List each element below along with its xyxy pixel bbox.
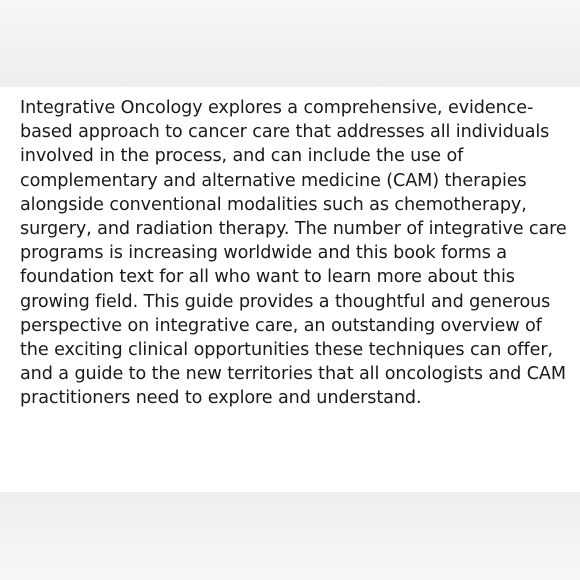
top-background-band bbox=[0, 0, 580, 87]
bottom-background-band bbox=[0, 492, 580, 580]
book-description-text: Integrative Oncology explores a comprehensive, evidence-based approach to cancer care that addresses all individuals involved in the process, and can include the use of complementary and alternative medicine (CAM) therapies alongside conventional modalities such as chemotherapy, surgery, and radiation therapy. The number of integrative care programs is increasing worldwide and this book forms a foundation text for all who want to learn more about this growing field. This guide provides a thoughtful and generous perspective on integrative care, an outstanding overview of the exciting clinical opportunities these techniques can offer, and a guide to the new territories that all oncologists and CAM practitioners need to explore and understand. bbox=[20, 98, 567, 409]
description-panel bbox=[0, 87, 580, 492]
